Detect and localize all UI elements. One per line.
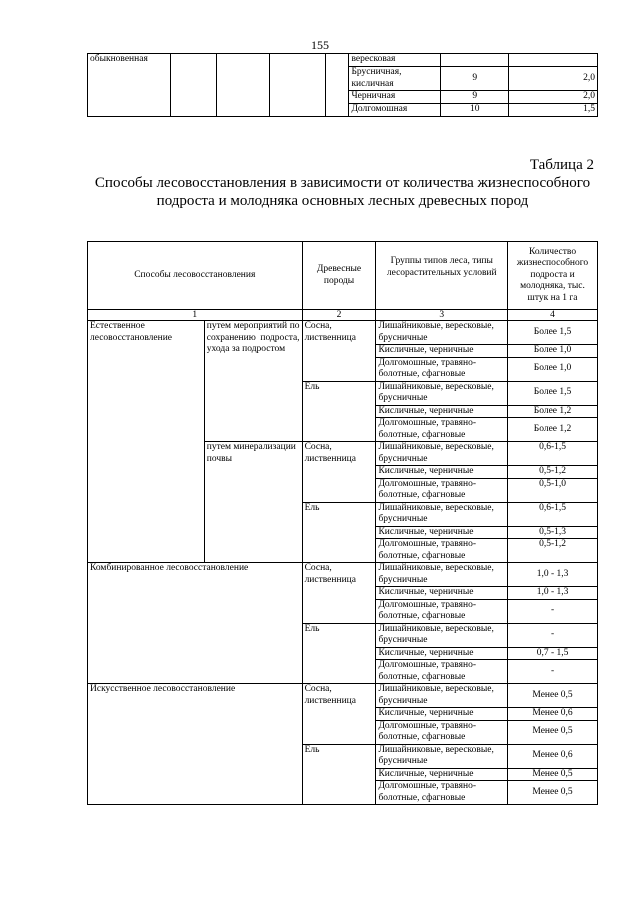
table-row: Ель Лишайниковые, вересковые, брусничные Менее 0,6 bbox=[88, 744, 598, 768]
species-spruce: Ель bbox=[302, 381, 376, 442]
method-natural: Естественное лесовосстановление bbox=[88, 321, 205, 563]
species-spruce: Ель bbox=[302, 502, 376, 563]
table-row bbox=[88, 54, 598, 67]
table-row: Долгомошные, травяно-болотные, сфагновые Менее 0,5 bbox=[88, 720, 598, 744]
forest-type-cell: Брусничная, кисличная bbox=[349, 67, 441, 91]
table-row: Долгомошные, травяно-болотные, сфагновые 0,5-1,2 bbox=[88, 539, 598, 563]
table-row: Кисличные, черничные Более 1,0 bbox=[88, 345, 598, 358]
species-cell: обыкновенная bbox=[88, 54, 171, 117]
forest-type-cell: Долгомошная bbox=[349, 104, 441, 117]
column-numbers-row: 1 2 3 4 bbox=[88, 310, 598, 321]
table-row: Кисличные, черничные 1,0 - 1,3 bbox=[88, 587, 598, 600]
table-row: Кисличные, черничные 0,5-1,3 bbox=[88, 526, 598, 539]
species-pine: Сосна, лиственница bbox=[302, 442, 376, 503]
table-row: Ель Лишайниковые, вересковые, брусничные 0,6-1,5 bbox=[88, 502, 598, 526]
previous-table-fragment bbox=[87, 53, 598, 117]
table-row: Комбинированное лесовосстановление Сосна, лиственница Лишайниковые, вересковые, брусничные 1,0 - 1,3 bbox=[88, 563, 598, 587]
species-spruce: Ель bbox=[302, 744, 376, 805]
table-row: Кисличные, черничные Более 1,2 bbox=[88, 405, 598, 418]
main-table bbox=[87, 241, 598, 805]
table-row: Долгомошные, травяно-болотные, сфагновые 0,5-1,0 bbox=[88, 478, 598, 502]
header-species: Древесные породы bbox=[302, 242, 376, 310]
table-row: Черничная 9 2,0 bbox=[88, 91, 598, 104]
table-row: Долгомошные, травяно-болотные, сфагновые Более 1,2 bbox=[88, 418, 598, 442]
table-row: Ель Лишайниковые, вересковые, брусничные Более 1,5 bbox=[88, 381, 598, 405]
species-pine: Сосна, лиственница bbox=[302, 684, 376, 745]
species-pine: Сосна, лиственница bbox=[302, 321, 376, 382]
table-number: Таблица 2 bbox=[529, 157, 594, 173]
table-row: Кисличные, черничные 0,5-1,2 bbox=[88, 466, 598, 479]
method-combined: Комбинированное лесовосстановление bbox=[88, 563, 303, 684]
species-pine: Сосна, лиственница bbox=[302, 563, 376, 624]
method-artificial: Искусственное лесовосстановление bbox=[88, 684, 303, 805]
table-row: Долгомошные, травяно-болотные, сфагновые - bbox=[88, 599, 598, 623]
page-number: 155 bbox=[311, 38, 329, 52]
table-row: Долгомошные, травяно-болотные, сфагновые Менее 0,5 bbox=[88, 781, 598, 805]
table-row: Долгомошные, травяно-болотные, сфагновые Более 1,0 bbox=[88, 357, 598, 381]
table-row: Кисличные, черничные Менее 0,5 bbox=[88, 768, 598, 781]
header-quantity: Количество жизнеспособного подроста и молодняка, тыс. штук на 1 га bbox=[508, 242, 598, 310]
table-row: Кисличные, черничные 0,7 - 1,5 bbox=[88, 647, 598, 660]
table-row: Кисличные, черничные Менее 0,6 bbox=[88, 708, 598, 721]
table-row: Искусственное лесовосстановление Сосна, лиственница Лишайниковые, вересковые, брусничные Менее 0,5 bbox=[88, 684, 598, 708]
submethod-mineralization: путем минерализации почвы bbox=[204, 442, 302, 563]
header-row bbox=[88, 242, 598, 310]
header-groups: Группы типов леса, типы лесорастительных условий bbox=[376, 242, 508, 310]
species-spruce: Ель bbox=[302, 623, 376, 684]
table-row: путем минерализации почвы Сосна, лиственница Лишайниковые, вересковые, брусничные 0,6-1,5 bbox=[88, 442, 598, 466]
table-row: Долгомошные, травяно-болотные, сфагновые - bbox=[88, 660, 598, 684]
forest-type-cell: вересковая bbox=[349, 54, 441, 67]
header-methods: Способы лесовосстановления bbox=[88, 242, 303, 310]
table-row: Естественное лесовосстановление путем мероприятий по сохранению подроста, ухода за подростом Сосна, лиственница Лишайниковые, вересковые, брусничные Более 1,5 bbox=[88, 321, 598, 345]
table-row: Ель Лишайниковые, вересковые, брусничные - bbox=[88, 623, 598, 647]
table-row: Брусничная, кисличная 9 2,0 bbox=[88, 67, 598, 91]
forest-type-cell: Черничная bbox=[349, 91, 441, 104]
table-row: Долгомошная 10 1,5 bbox=[88, 104, 598, 117]
table-title: Способы лесовосстановления в зависимости от количества жизнеспособного подроста и молодняка основных лесных древесных пород bbox=[94, 175, 591, 209]
submethod-preservation: путем мероприятий по сохранению подроста, ухода за подростом bbox=[204, 321, 302, 442]
